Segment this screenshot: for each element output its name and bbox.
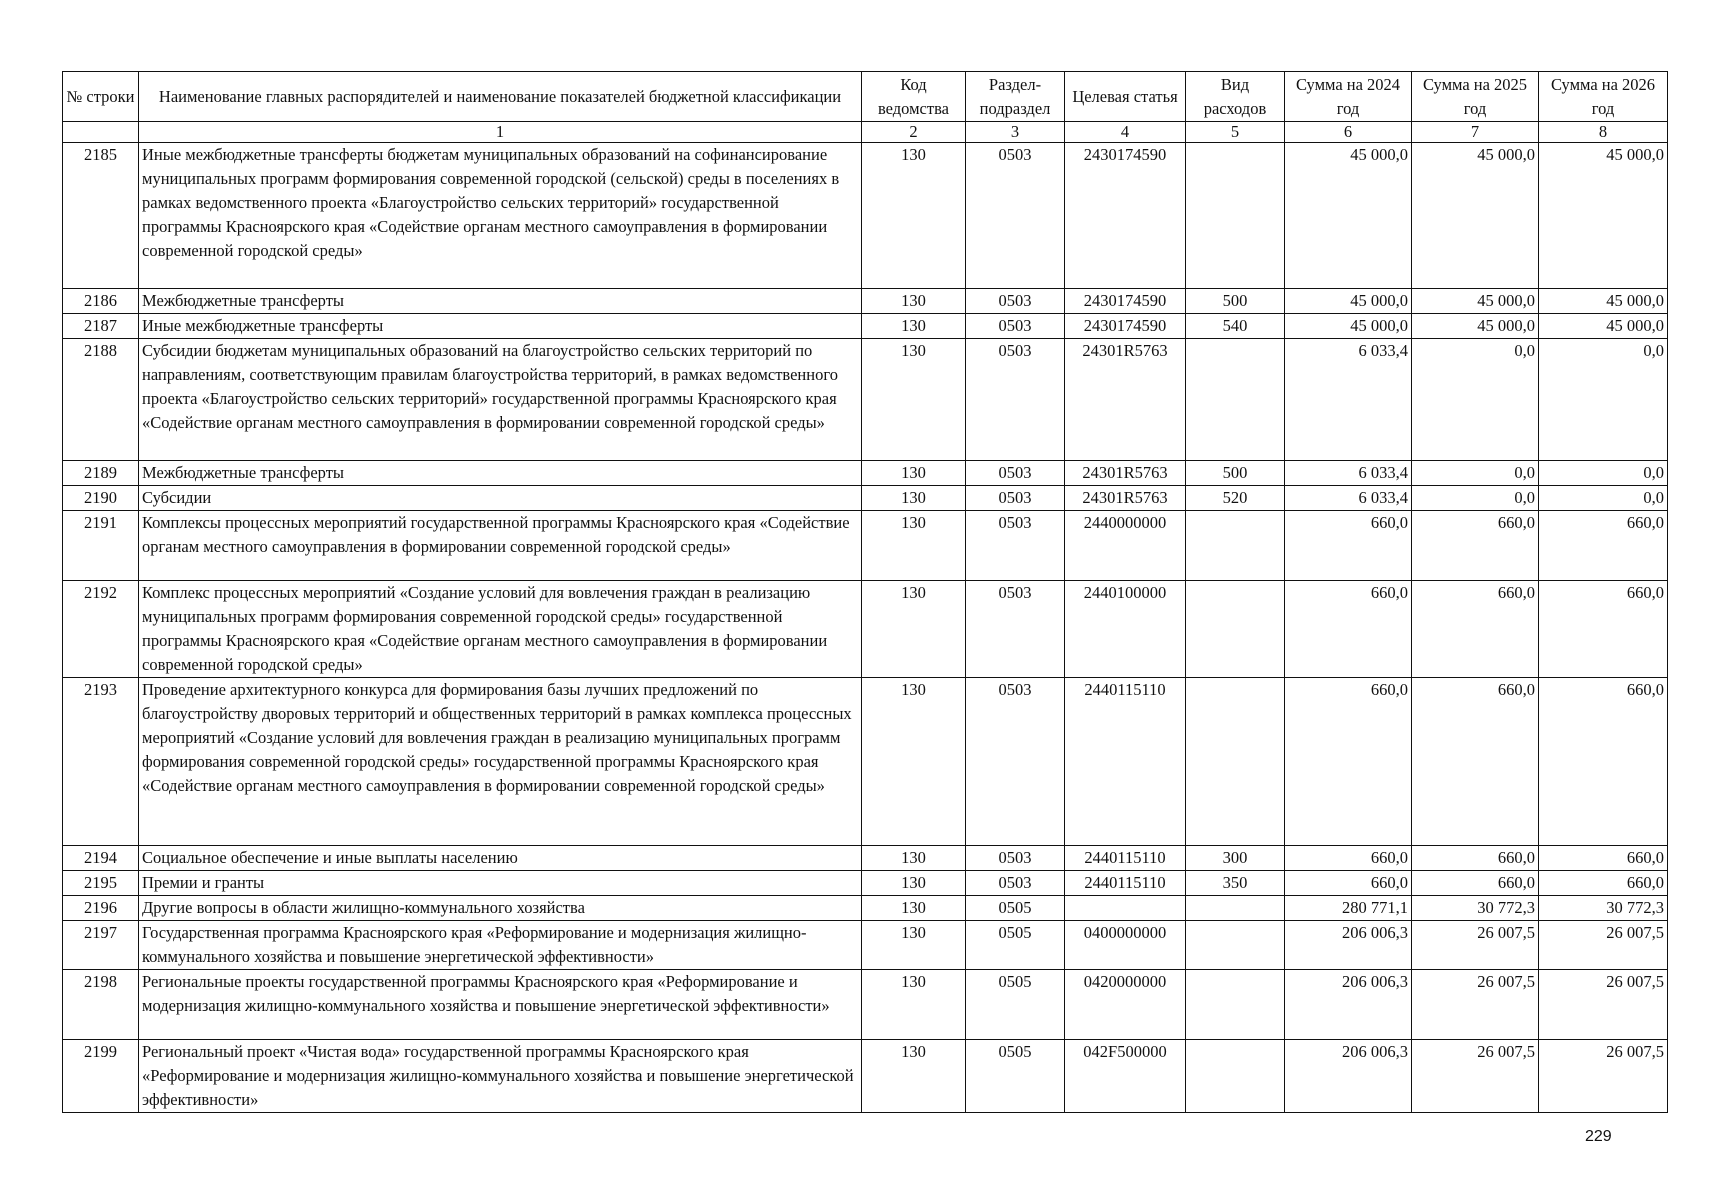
- column-number: 2: [862, 122, 966, 143]
- column-number: 4: [1065, 122, 1186, 143]
- row-sum-2026: 45 000,0: [1539, 289, 1668, 314]
- row-sum-2024: 280 771,1: [1285, 896, 1412, 921]
- row-ved-code: 130: [862, 1040, 966, 1113]
- row-number: 2189: [63, 461, 139, 486]
- row-sum-2025: 660,0: [1412, 511, 1539, 581]
- row-sum-2024: 45 000,0: [1285, 143, 1412, 289]
- row-name: Региональный проект «Чистая вода» государственной программы Красноярского края «Реформирование и модернизация жилищно-коммунального хозяйства и повышение энергетической эффективности»: [139, 1040, 862, 1113]
- row-number: 2187: [63, 314, 139, 339]
- row-name: Региональные проекты государственной программы Красноярского края «Реформирование и модернизация жилищно-коммунального хозяйства и повышение энергетической эффективности»: [139, 970, 862, 1040]
- header-num: № строки: [63, 72, 139, 122]
- row-sum-2025: 660,0: [1412, 871, 1539, 896]
- row-expense-type: [1186, 1040, 1285, 1113]
- column-number: 3: [966, 122, 1065, 143]
- row-number: 2185: [63, 143, 139, 289]
- row-sum-2025: 26 007,5: [1412, 921, 1539, 970]
- header-sum-2024: Сумма на 2024 год: [1285, 72, 1412, 122]
- row-name: Премии и гранты: [139, 871, 862, 896]
- row-expense-type: 520: [1186, 486, 1285, 511]
- header-sum-2025: Сумма на 2025 год: [1412, 72, 1539, 122]
- table-row: [63, 896, 1668, 921]
- row-sum-2024: 206 006,3: [1285, 1040, 1412, 1113]
- row-sum-2026: 660,0: [1539, 581, 1668, 678]
- header-razdel: Раздел-подраздел: [966, 72, 1065, 122]
- row-razdel-code: 0503: [966, 581, 1065, 678]
- row-expense-type: 300: [1186, 846, 1285, 871]
- row-name: Комплексы процессных мероприятий государственной программы Красноярского края «Содействие органам местного самоуправления в формировании современной городской среды»: [139, 511, 862, 581]
- row-sum-2025: 30 772,3: [1412, 896, 1539, 921]
- row-razdel-code: 0503: [966, 461, 1065, 486]
- row-sum-2026: 660,0: [1539, 678, 1668, 846]
- row-expense-type: 500: [1186, 461, 1285, 486]
- row-sum-2025: 660,0: [1412, 581, 1539, 678]
- row-name: Другие вопросы в области жилищно-коммунального хозяйства: [139, 896, 862, 921]
- header-vid: Вид расходов: [1186, 72, 1285, 122]
- row-expense-type: 500: [1186, 289, 1285, 314]
- row-razdel-code: 0503: [966, 339, 1065, 461]
- row-sum-2024: 206 006,3: [1285, 970, 1412, 1040]
- row-name: Иные межбюджетные трансферты: [139, 314, 862, 339]
- table-row: [63, 511, 1668, 581]
- header-row: [63, 72, 1668, 122]
- row-ved-code: 130: [862, 314, 966, 339]
- row-name: Субсидии: [139, 486, 862, 511]
- row-sum-2025: 45 000,0: [1412, 289, 1539, 314]
- row-razdel-code: 0505: [966, 896, 1065, 921]
- column-number: [63, 122, 139, 143]
- row-number: 2195: [63, 871, 139, 896]
- row-target-article: 2430174590: [1065, 143, 1186, 289]
- row-expense-type: [1186, 678, 1285, 846]
- row-number: 2197: [63, 921, 139, 970]
- row-sum-2026: 0,0: [1539, 461, 1668, 486]
- row-ved-code: 130: [862, 871, 966, 896]
- row-sum-2024: 206 006,3: [1285, 921, 1412, 970]
- row-sum-2026: 26 007,5: [1539, 970, 1668, 1040]
- row-ved-code: 130: [862, 921, 966, 970]
- table-row: [63, 871, 1668, 896]
- row-target-article: 2440000000: [1065, 511, 1186, 581]
- column-number: 6: [1285, 122, 1412, 143]
- row-target-article: 2440115110: [1065, 871, 1186, 896]
- row-sum-2024: 660,0: [1285, 871, 1412, 896]
- row-sum-2025: 45 000,0: [1412, 314, 1539, 339]
- row-name: Социальное обеспечение и иные выплаты населению: [139, 846, 862, 871]
- row-target-article: 2440115110: [1065, 846, 1186, 871]
- table-row: [63, 846, 1668, 871]
- row-razdel-code: 0503: [966, 143, 1065, 289]
- row-name: Проведение архитектурного конкурса для формирования базы лучших предложений по благоустройству дворовых территорий и общественных территорий в рамках комплекса процессных мероприятий «Создание условий для вовлечения граждан в реализацию муниципальных программ формирования современной городской среды» государственной программы Красноярского края «Содействие органам местного самоуправления в формировании современной городской среды»: [139, 678, 862, 846]
- table-row: [63, 461, 1668, 486]
- row-number: 2196: [63, 896, 139, 921]
- row-expense-type: [1186, 511, 1285, 581]
- row-ved-code: 130: [862, 896, 966, 921]
- row-target-article: 0420000000: [1065, 970, 1186, 1040]
- row-sum-2024: 6 033,4: [1285, 461, 1412, 486]
- row-sum-2025: 660,0: [1412, 678, 1539, 846]
- row-sum-2024: 6 033,4: [1285, 339, 1412, 461]
- row-sum-2024: 6 033,4: [1285, 486, 1412, 511]
- row-ved-code: 130: [862, 970, 966, 1040]
- column-number-row: [63, 122, 1668, 143]
- row-sum-2025: 0,0: [1412, 461, 1539, 486]
- row-razdel-code: 0503: [966, 289, 1065, 314]
- row-name: Межбюджетные трансферты: [139, 289, 862, 314]
- row-name: Комплекс процессных мероприятий «Создание условий для вовлечения граждан в реализацию муниципальных программ формирования современной городской среды» государственной программы Красноярского края «Содействие органам местного самоуправления в формировании современной городской среды»: [139, 581, 862, 678]
- row-expense-type: [1186, 339, 1285, 461]
- row-name: Субсидии бюджетам муниципальных образований на благоустройство сельских территорий по направлениям, соответствующим правилам благоустройства территорий, в рамках ведомственного проекта «Благоустройство сельских территорий» государственной программы Красноярского края «Содействие органам местного самоуправления в формировании современной городской среды»: [139, 339, 862, 461]
- row-razdel-code: 0505: [966, 921, 1065, 970]
- row-expense-type: [1186, 143, 1285, 289]
- row-number: 2198: [63, 970, 139, 1040]
- column-number: 5: [1186, 122, 1285, 143]
- row-expense-type: 350: [1186, 871, 1285, 896]
- row-ved-code: 130: [862, 581, 966, 678]
- row-razdel-code: 0503: [966, 871, 1065, 896]
- row-expense-type: [1186, 896, 1285, 921]
- row-sum-2026: 660,0: [1539, 511, 1668, 581]
- row-sum-2025: 0,0: [1412, 486, 1539, 511]
- row-number: 2191: [63, 511, 139, 581]
- row-target-article: [1065, 896, 1186, 921]
- table-row: [63, 581, 1668, 678]
- row-expense-type: 540: [1186, 314, 1285, 339]
- row-target-article: 24301R5763: [1065, 486, 1186, 511]
- row-sum-2025: 45 000,0: [1412, 143, 1539, 289]
- table-row: [63, 339, 1668, 461]
- column-number: 8: [1539, 122, 1668, 143]
- row-sum-2025: 26 007,5: [1412, 1040, 1539, 1113]
- row-number: 2190: [63, 486, 139, 511]
- row-sum-2026: 45 000,0: [1539, 143, 1668, 289]
- row-ved-code: 130: [862, 339, 966, 461]
- row-expense-type: [1186, 970, 1285, 1040]
- row-sum-2026: 26 007,5: [1539, 1040, 1668, 1113]
- table-row: [63, 314, 1668, 339]
- row-sum-2024: 45 000,0: [1285, 314, 1412, 339]
- row-name: Государственная программа Красноярского края «Реформирование и модернизация жилищно-коммунального хозяйства и повышение энергетической эффективности»: [139, 921, 862, 970]
- row-number: 2199: [63, 1040, 139, 1113]
- row-razdel-code: 0503: [966, 314, 1065, 339]
- row-razdel-code: 0503: [966, 846, 1065, 871]
- row-razdel-code: 0503: [966, 486, 1065, 511]
- row-target-article: 24301R5763: [1065, 339, 1186, 461]
- column-number: 1: [139, 122, 862, 143]
- header-cel: Целевая статья: [1065, 72, 1186, 122]
- row-sum-2024: 660,0: [1285, 581, 1412, 678]
- row-sum-2026: 0,0: [1539, 486, 1668, 511]
- row-sum-2024: 660,0: [1285, 678, 1412, 846]
- row-razdel-code: 0503: [966, 678, 1065, 846]
- row-expense-type: [1186, 581, 1285, 678]
- row-sum-2024: 660,0: [1285, 511, 1412, 581]
- row-name: Межбюджетные трансферты: [139, 461, 862, 486]
- row-ved-code: 130: [862, 486, 966, 511]
- row-sum-2025: 0,0: [1412, 339, 1539, 461]
- row-ved-code: 130: [862, 511, 966, 581]
- row-sum-2026: 0,0: [1539, 339, 1668, 461]
- row-ved-code: 130: [862, 846, 966, 871]
- row-name: Иные межбюджетные трансферты бюджетам муниципальных образований на софинансирование муниципальных программ формирования современной городской (сельской) среды в поселениях в рамках ведомственного проекта «Благоустройство сельских территорий» государственной программы Красноярского края «Содействие органам местного самоуправления в формировании современной городской среды»: [139, 143, 862, 289]
- row-number: 2192: [63, 581, 139, 678]
- table-row: [63, 970, 1668, 1040]
- row-sum-2024: 660,0: [1285, 846, 1412, 871]
- header-ved: Код ведомства: [862, 72, 966, 122]
- row-number: 2188: [63, 339, 139, 461]
- row-sum-2026: 660,0: [1539, 846, 1668, 871]
- row-target-article: 2440100000: [1065, 581, 1186, 678]
- column-number: 7: [1412, 122, 1539, 143]
- table-row: [63, 678, 1668, 846]
- row-target-article: 2440115110: [1065, 678, 1186, 846]
- header-name: Наименование главных распорядителей и наименование показателей бюджетной классификации: [139, 72, 862, 122]
- row-razdel-code: 0505: [966, 1040, 1065, 1113]
- table-row: [63, 1040, 1668, 1113]
- row-ved-code: 130: [862, 143, 966, 289]
- page-number: 229: [1585, 1128, 1612, 1145]
- row-sum-2024: 45 000,0: [1285, 289, 1412, 314]
- table-body: [63, 72, 1668, 1113]
- table-row: [63, 289, 1668, 314]
- table-row: [63, 921, 1668, 970]
- row-razdel-code: 0505: [966, 970, 1065, 1040]
- row-target-article: 2430174590: [1065, 314, 1186, 339]
- row-sum-2025: 26 007,5: [1412, 970, 1539, 1040]
- row-number: 2193: [63, 678, 139, 846]
- row-ved-code: 130: [862, 678, 966, 846]
- row-razdel-code: 0503: [966, 511, 1065, 581]
- row-target-article: 0400000000: [1065, 921, 1186, 970]
- table-row: [63, 486, 1668, 511]
- row-ved-code: 130: [862, 461, 966, 486]
- row-target-article: 24301R5763: [1065, 461, 1186, 486]
- row-sum-2025: 660,0: [1412, 846, 1539, 871]
- row-number: 2186: [63, 289, 139, 314]
- row-expense-type: [1186, 921, 1285, 970]
- row-sum-2026: 30 772,3: [1539, 896, 1668, 921]
- row-sum-2026: 26 007,5: [1539, 921, 1668, 970]
- row-target-article: 2430174590: [1065, 289, 1186, 314]
- row-sum-2026: 45 000,0: [1539, 314, 1668, 339]
- row-number: 2194: [63, 846, 139, 871]
- row-ved-code: 130: [862, 289, 966, 314]
- row-sum-2026: 660,0: [1539, 871, 1668, 896]
- table-row: [63, 143, 1668, 289]
- header-sum-2026: Сумма на 2026 год: [1539, 72, 1668, 122]
- budget-table: [62, 71, 1668, 1113]
- row-target-article: 042F500000: [1065, 1040, 1186, 1113]
